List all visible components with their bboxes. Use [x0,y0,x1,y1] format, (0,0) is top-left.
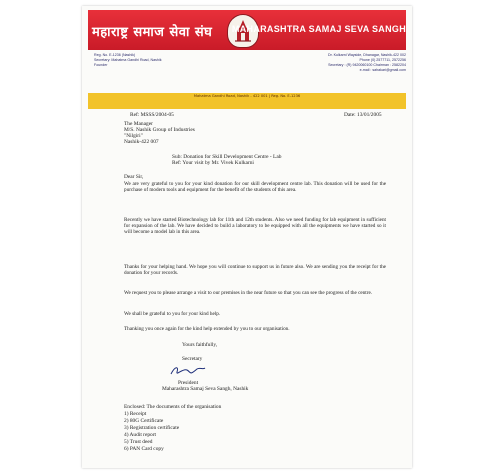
closing: Yours faithfully, [182,342,218,348]
body-paragraph: We request you to please arrange a visit to our premises in the near future so that you can see the progress of the centre. [124,290,373,296]
address-line: Secretary: Mahatma Gandhi Road, Nashik [94,58,162,62]
subject-line: Ref: Your visit by Mr. Vivek Kulkarni [172,160,254,166]
salutation: Dear Sir, [124,174,144,180]
enclosure-line: 3) Registration certificate [124,425,180,431]
address-line: Phone (0) 2577711, 2572256 [359,58,406,62]
signatory-title: President [178,380,199,386]
address-line: Secretary : (R) 9420060100 Chairman : 2582204 [328,63,406,67]
address-line: Reg. No. E-1236 (Nashik) [94,53,136,57]
letter-page [82,6,412,468]
enclosure-line: 6) PAN Card copy [124,446,164,452]
body-paragraph: Thanking you once again for the kind help extended by you to our organisation. [124,326,290,332]
body-paragraph: Thanks for your helping hand. We hope you will continue to support us in future also. We are sending you the receipt for the donation for your records. [124,264,386,277]
banner-text: Mahatma Gandhi Road, Nashik - 422 001 | Reg. No. E-1236 [193,94,301,98]
enclosure-line: 4) Audit report [124,432,157,438]
body-paragraph: We shall be grateful to you for your kind help. [124,311,221,317]
address-right [278,53,406,73]
address-left [94,53,214,68]
recipient-line: The Manager [124,121,153,127]
org-name-english: MAHARASHTRA SAMAJ SEVA SANGH [231,24,406,34]
address-line: e-mail : sahakari@gmail.com [359,68,406,72]
recipient-line: M/S. Nashik Group of Industries [124,127,195,133]
enclosure-line: Enclosed: The documents of the organisation [124,404,222,410]
letter-date: Date: 13/01/2005 [344,112,382,118]
subject-line: Sub: Donation for Skill Development Centre - Lab [172,154,282,160]
address-line: Dr. Kulkarni Wayside, Dhanagar, Nashik-422 002 [328,53,406,57]
signature-label: Secretary [182,356,203,362]
enclosure-line: 2) 80G Certificate [124,418,164,424]
enclosure-line: 5) Trust deed [124,439,153,445]
recipient-line: Nashik-422 007 [124,139,159,145]
recipient-line: "Nilgiri" [124,133,143,139]
signatory-org: Maharashtra Samaj Seva Sangh, Nashik [162,386,249,392]
body-paragraph: Recently we have started Biotechnology lab for 11th and 12th students. Also we need funding for lab equipment in sufficient for expansion of the lab. We have decided to build a laboratory to be equipped with all the equipments we have started so it will become a model lab in this area. [124,217,386,236]
signature-mark [167,364,207,378]
org-name-marathi: महाराष्ट्र समाज सेवा संघ [92,25,213,40]
enclosure-line: 1) Receipt [124,411,147,417]
address-line: Founder [94,63,108,67]
reference-number: Ref: MSSS/2004-05 [130,112,174,118]
body-paragraph: We are very grateful to you for your kind donation for our skill development centre lab. This donation will be used for the purchase of modern tools and equipment for the benefit of the students of this area. [124,181,386,194]
